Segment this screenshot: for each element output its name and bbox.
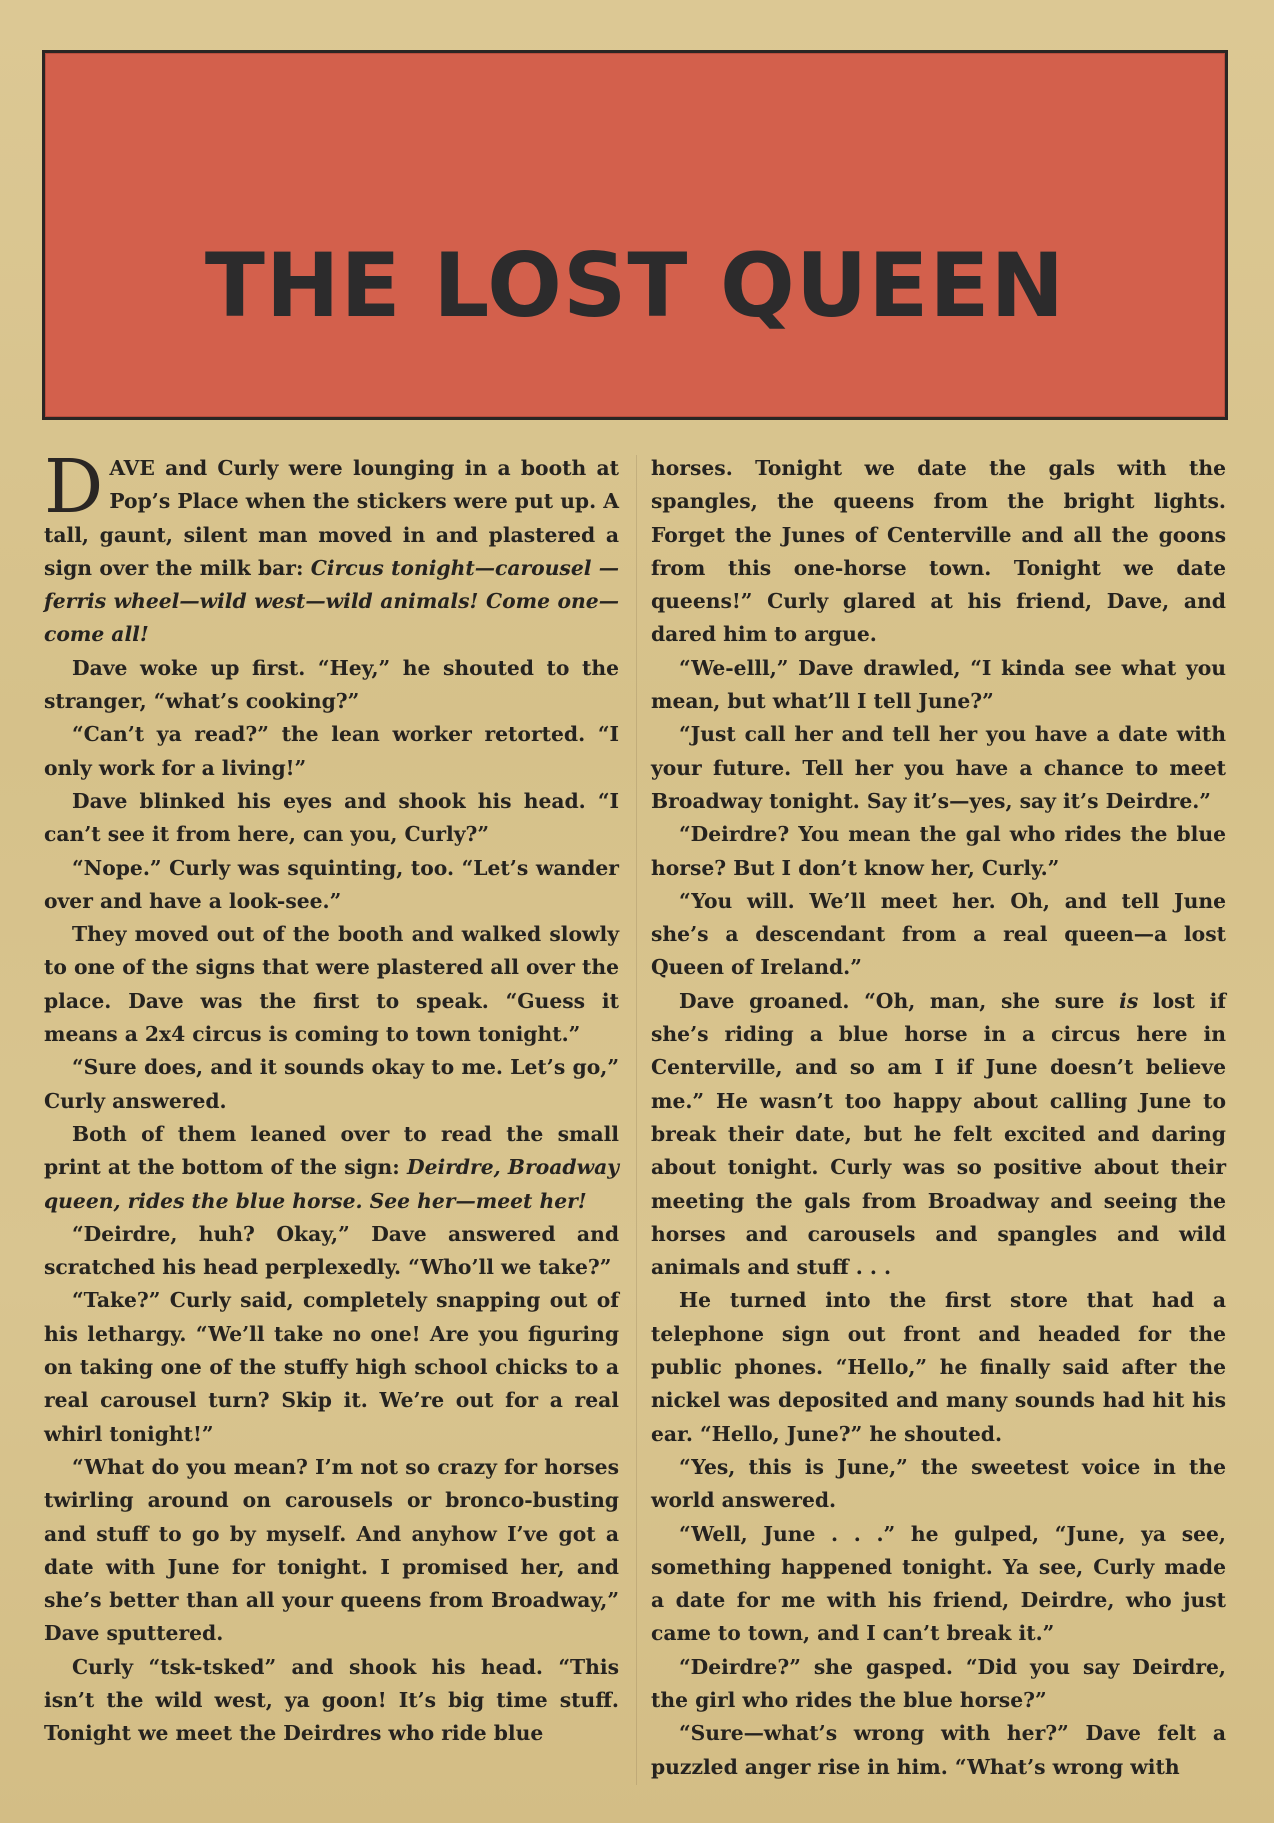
paragraph: “Nope.” Curly was squinting, too. “Let’s wander over and have a look-see.”: [44, 855, 619, 913]
column-divider: [636, 455, 637, 1785]
paragraph: “Sure—what’s wrong with her?” Dave felt a puzzled anger rise in him. “What’s wrong with: [651, 1721, 1226, 1779]
groan-text-start: Dave groaned. “Oh, man, she sure: [679, 988, 1120, 1013]
paragraph: “Sure does, and it sounds okay to me. Let’s go,” Curly answered.: [44, 1055, 619, 1113]
paragraph: “What do you mean? I’m not so crazy for horses twirling around on carousels or bronco-busting and stuff to go by myself. And anyhow I’ve got a date with June for tonight. I promised her, and she’s better than all your queens from Broadway,” Dave sputtered.: [44, 1454, 619, 1646]
paragraph: “Well, June . . .” he gulped, “June, ya see, something happened tonight. Ya see, Curly made a date for me with his friend, Deirdre, who just came to town, and I can’t break it.”: [651, 1521, 1226, 1646]
opening-paragraph: [44, 444, 620, 652]
paragraph: “Yes, this is June,” the sweetest voice in the world answered.: [651, 1454, 1226, 1513]
emphasis-is: is: [1119, 988, 1139, 1013]
paragraph: “Just call her and tell her you have a date with your future. Tell her you have a chance to meet Broadway tonight. Say it’s—yes, say it’s Deirdre.”: [651, 722, 1226, 813]
drop-cap: D: [44, 444, 104, 530]
paragraph: [44, 1118, 619, 1218]
paragraph: “We-elll,” Dave drawled, “I kinda see what you mean, but what’ll I tell June?”: [651, 655, 1226, 714]
story-title: THE LOST QUEEN: [204, 234, 1066, 337]
continuation-paragraph: horses. Tonight we date the gals with the spangles, the queens from the bright lights. Forget the Junes of Centerville and all the goons from this one-horse town. Tonight we date queens!” Curly glared at his friend, Dave, and dared him to argue.: [651, 456, 1226, 647]
small-print-text: Both of them leaned over to read the small print at the bottom of the sign:: [44, 1121, 619, 1180]
paragraph: Dave blinked his eyes and shook his head. “I can’t see it from here, can you, Curly?”: [44, 788, 619, 847]
sign-text: Circus tonight—carousel —ferris wheel—wild west—wild animals! Come one—come all!: [44, 555, 620, 647]
left-column: [44, 444, 620, 1751]
paragraph: Curly “tsk-tsked” and shook his head. “This isn’t the wild west, ya goon! It’s big time stuff. Tonight we meet the Deirdres who ride blue: [44, 1654, 619, 1746]
paragraph: [651, 985, 1226, 1285]
paragraph: He turned into the first store that had a telephone sign out front and headed for the public phones. “Hello,” he finally said after the nickel was deposited and many sounds had hit his ear. “Hello, June?” he shouted.: [651, 1288, 1226, 1446]
title-banner: [42, 50, 1228, 420]
groan-text-end: lost if she’s riding a blue horse in a circus here in Centerville, and so am I if June doesn’t believe me.” He wasn’t too happy about calling June to break their date, but he felt excited and daring about tonight. Curly was so positive about their meeting the gals from Broadway and seeing the horses and carousels and spangles and wild animals and stuff . . .: [651, 988, 1226, 1280]
paragraph: “Deirdre, huh? Okay,” Dave answered and scratched his head perplexedly. “Who’ll we take?”: [44, 1221, 619, 1280]
paragraph: “You will. We’ll meet her. Oh, and tell June she’s a descendant from a real queen—a lost Queen of Ireland.”: [651, 888, 1226, 980]
paragraph: Dave woke up first. “Hey,” he shouted to the stranger, “what’s cooking?”: [44, 655, 619, 714]
right-column: [651, 452, 1226, 1784]
opening-text: AVE and Curly were lounging in a booth at Pop’s Place when the stickers were put up. A tall, gaunt, silent man moved in and plastered a sign over the milk bar:: [44, 456, 619, 580]
paragraph: “Take?” Curly said, completely snapping out of his lethargy. “We’ll take no one! Are you figuring on taking one of the stuffy high school chicks to a real carousel turn? Skip it. We’re out for a real whirl tonight!”: [44, 1288, 619, 1446]
paragraph: “Can’t ya read?” the lean worker retorted. “I only work for a living!”: [44, 722, 619, 780]
small-print-italic: Deirdre, Broadway queen, rides the blue horse. See her—meet her!: [44, 1155, 619, 1213]
paragraph: “Deirdre?” she gasped. “Did you say Deirdre, the girl who rides the blue horse?”: [651, 1654, 1226, 1712]
paragraph: “Deirdre? You mean the gal who rides the blue horse? But I don’t know her, Curly.”: [651, 822, 1226, 880]
paragraph: They moved out of the booth and walked slowly to one of the signs that were plastered all over the place. Dave was the first to speak. “Guess it means a 2x4 circus is coming to town tonight.”: [44, 922, 619, 1047]
